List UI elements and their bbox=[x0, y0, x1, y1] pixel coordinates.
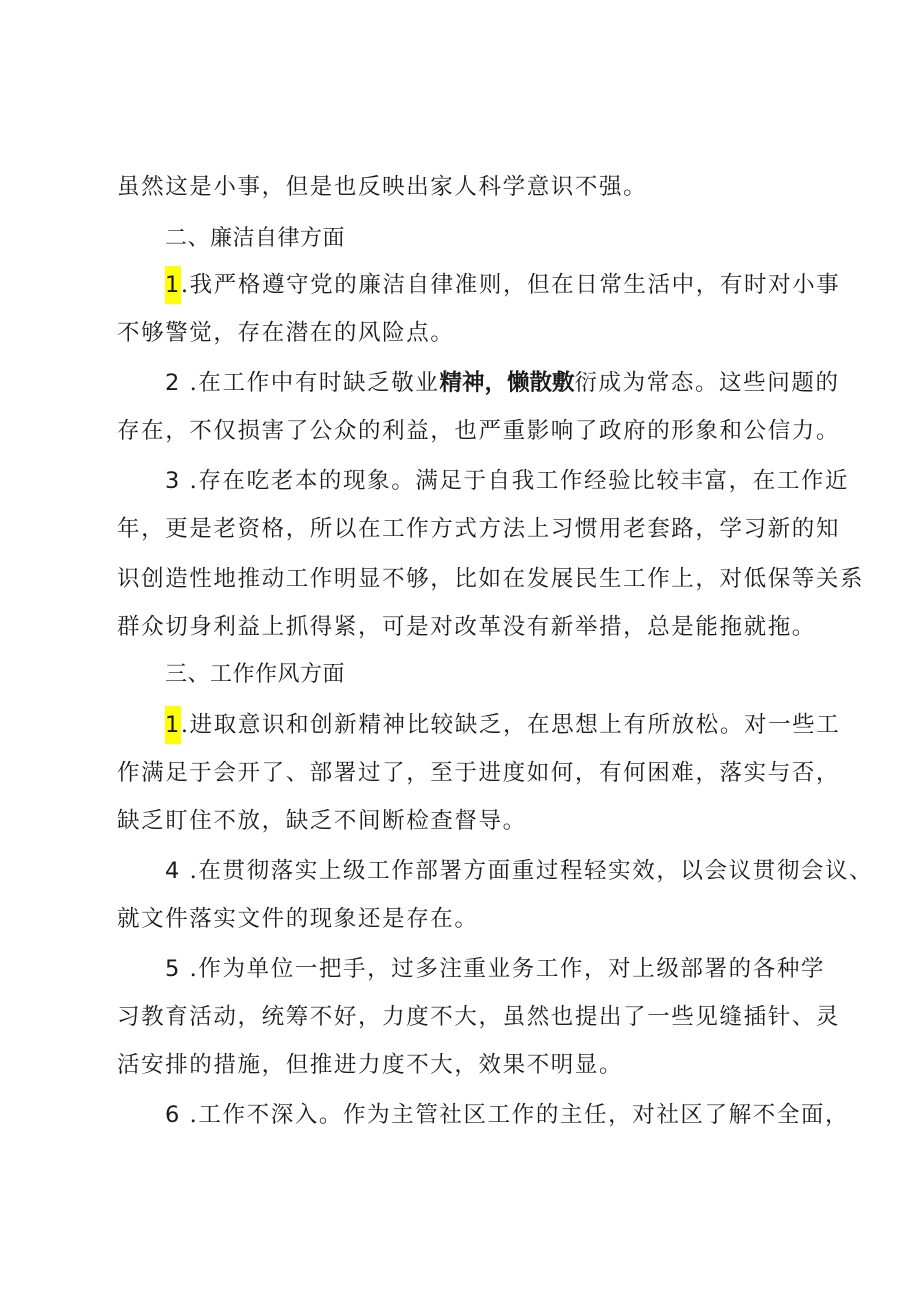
heading-text: 三、工作作风方面 bbox=[165, 662, 346, 687]
text: 活安排的措施，但推进力度不大，效果不明显。 bbox=[117, 1052, 624, 1078]
highlighted-number: 1 bbox=[165, 266, 181, 304]
paragraph-line bbox=[165, 710, 840, 740]
text: .进取意识和创新精神比较缺乏，在思想上有所放松。对一些工 bbox=[180, 712, 841, 738]
text: 习教育活动，统筹不好，力度不大，虽然也提出了一些见缝插针、灵 bbox=[117, 1004, 841, 1030]
item-number: 2 bbox=[165, 370, 181, 396]
text: 不够警觉，存在潜在的风险点。 bbox=[117, 320, 455, 346]
text: .在贯彻落实上级工作部署方面重过程轻实效，以会议贯彻会议、 bbox=[180, 858, 874, 884]
paragraph-line bbox=[117, 416, 840, 446]
text-bold: 精神，懒散敷 bbox=[439, 370, 575, 396]
text: .存在吃老本的现象。满足于自我工作经验比较丰富，在工作近 bbox=[180, 468, 850, 494]
item-number: 3 bbox=[165, 468, 181, 494]
highlighted-number: 1 bbox=[165, 706, 181, 744]
section-heading-integrity bbox=[165, 224, 345, 254]
paragraph-line bbox=[117, 806, 527, 836]
paragraph-line bbox=[165, 270, 840, 300]
text: 作满足于会开了、部署过了，至于进度如何，有何困难，落实与否， bbox=[117, 760, 841, 786]
paragraph-line bbox=[165, 368, 840, 398]
paragraph-line bbox=[117, 758, 840, 788]
text: .作为单位一把手，过多注重业务工作，对上级部署的各种学 bbox=[180, 956, 826, 982]
heading-text: 二、廉洁自律方面 bbox=[165, 226, 346, 251]
text: 衍成为常态。这些问题的 bbox=[574, 370, 840, 396]
paragraph-line bbox=[165, 466, 849, 496]
paragraph-line bbox=[165, 954, 825, 984]
text: 虽然这是小事，但是也反映出家人科学意识不强。 bbox=[117, 174, 648, 200]
section-heading-work-style bbox=[165, 660, 345, 690]
text: 年，更是老资格，所以在工作方式方法上习惯用老套路，学习新的知 bbox=[117, 516, 841, 542]
item-number: 5 bbox=[165, 956, 181, 982]
paragraph-line bbox=[117, 1050, 623, 1080]
text: 存在，不仅损害了公众的利益，也严重影响了政府的形象和公信力。 bbox=[117, 418, 841, 444]
text: .工作不深入。作为主管社区工作的主任，对社区了解不全面， bbox=[180, 1102, 850, 1128]
paragraph-line bbox=[117, 318, 454, 348]
text: 识创造性地推动工作明显不够，比如在发展民生工作上，对低保等关系 bbox=[117, 566, 865, 592]
paragraph-line bbox=[117, 1002, 840, 1032]
text: .我严格遵守党的廉洁自律准则，但在日常生活中，有时对小事 bbox=[180, 272, 841, 298]
item-number: 4 bbox=[165, 858, 181, 884]
paragraph-line bbox=[117, 172, 647, 202]
paragraph-line bbox=[117, 514, 840, 544]
paragraph-line bbox=[117, 564, 864, 594]
item-number: 6 bbox=[165, 1102, 181, 1128]
text: 缺乏盯住不放，缺乏不间断检查督导。 bbox=[117, 808, 527, 834]
paragraph-line bbox=[117, 612, 816, 642]
text: 群众切身利益上抓得紧，可是对改革没有新举措，总是能拖就拖。 bbox=[117, 614, 816, 640]
text: 就文件落实文件的现象还是存在。 bbox=[117, 906, 479, 932]
text: .在工作中有时缺乏敬业 bbox=[180, 370, 440, 396]
paragraph-line bbox=[117, 904, 479, 934]
paragraph-line bbox=[165, 1100, 849, 1130]
paragraph-line bbox=[165, 856, 873, 886]
